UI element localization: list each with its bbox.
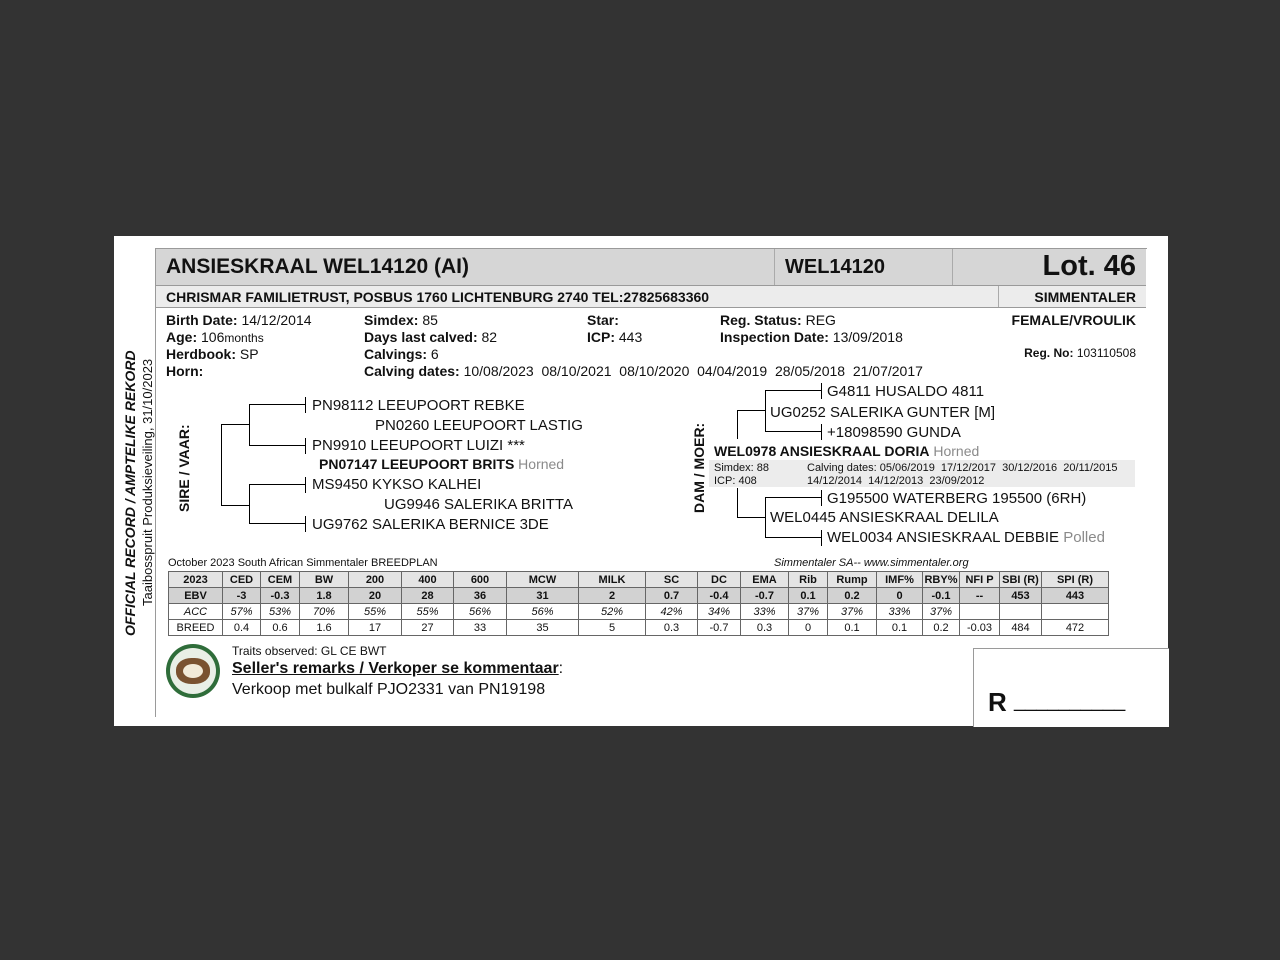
inspection-date: Inspection Date: 13/09/2018 <box>720 329 903 345</box>
ebv-cell: 0.7 <box>646 588 698 604</box>
dam-dam-dam: WEL0034 ANSIESKRAAL DEBBIE Polled <box>827 529 1105 546</box>
breed-row <box>169 620 1109 636</box>
ebv-cell: 0.3 <box>646 620 698 636</box>
ebv-cell: 37% <box>828 604 877 620</box>
tree-line <box>305 477 306 493</box>
sire: PN07147 LEEUPOORT BRITS Horned <box>319 456 565 472</box>
ebv-cell: Rump <box>828 572 877 588</box>
ebv-cell: 56% <box>454 604 507 620</box>
remarks: Verkoop met bulkalf PJO2331 van PN19198 <box>232 681 546 698</box>
tree-line <box>249 404 250 446</box>
ebv-cell: 36 <box>454 588 507 604</box>
tree-line <box>737 410 738 439</box>
icp: ICP: 443 <box>587 329 643 345</box>
tree-line <box>765 390 766 432</box>
ebv-cell: 55% <box>402 604 454 620</box>
ebv-cell: 35 <box>507 620 579 636</box>
age: Age: 106months <box>166 329 264 345</box>
ebv-cell: 472 <box>1042 620 1109 636</box>
reg-no: Reg. No: 103110508 <box>1024 346 1136 360</box>
ebv-cell: 1.6 <box>300 620 349 636</box>
traits-observed: Traits observed: GL CE BWT <box>232 644 387 658</box>
sire-label: SIRE / VAAR: <box>176 424 192 512</box>
ebv-cell: DC <box>698 572 741 588</box>
ebv-cell: 31 <box>507 588 579 604</box>
ebv-cell: 200 <box>349 572 402 588</box>
tree-line <box>737 410 765 411</box>
tree-line <box>765 497 766 538</box>
ebv-cell: -0.3 <box>261 588 300 604</box>
sire-sire-dam: PN0260 LEEUPOORT LASTIG <box>375 417 583 434</box>
ebv-cell: EBV <box>169 588 223 604</box>
ebv-cell: 484 <box>1000 620 1042 636</box>
dam-sire: UG0252 SALERIKA GUNTER [M] <box>770 404 996 421</box>
sire-sire-sire: PN98112 LEEUPOORT REBKE <box>312 397 525 414</box>
tree-line <box>821 530 822 546</box>
tree-line <box>305 516 306 532</box>
tree-line <box>305 397 306 413</box>
ebv-cell: 0.2 <box>923 620 960 636</box>
ebv-cell <box>960 604 1000 620</box>
ebv-cell: SPI (R) <box>1042 572 1109 588</box>
ebv-cell: 53% <box>261 604 300 620</box>
ebv-cell: -0.1 <box>923 588 960 604</box>
sire-sire: PN9910 LEEUPOORT LUIZI *** <box>312 437 525 454</box>
ebv-cell: EMA <box>741 572 789 588</box>
ebv-cell: 37% <box>789 604 828 620</box>
horn: Horn: <box>166 363 204 379</box>
tree-line <box>249 523 305 524</box>
ebv-header-row <box>169 572 1109 588</box>
ebv-cell: 70% <box>300 604 349 620</box>
tree-line <box>737 517 765 518</box>
ebv-cell: 0.4 <box>223 620 261 636</box>
ebv-cell: -0.4 <box>698 588 741 604</box>
ebv-cell: 17 <box>349 620 402 636</box>
birth-date: Birth Date: 14/12/2014 <box>166 312 312 328</box>
ebv-cell: 0.6 <box>261 620 300 636</box>
ebv-cell <box>1042 604 1109 620</box>
ebv-cell: 0.1 <box>828 620 877 636</box>
ebv-cell: 443 <box>1042 588 1109 604</box>
animal-name: ANSIESKRAAL WEL14120 (AI) <box>166 255 470 278</box>
ebv-cell: 34% <box>698 604 741 620</box>
ebv-cell <box>1000 604 1042 620</box>
ebv-cell: 1.8 <box>300 588 349 604</box>
dam-calving-dates: Calving dates: 05/06/2019 17/12/2017 30/12/2016 20/11/2015 <box>807 462 1118 474</box>
ebv-cell: 0 <box>789 620 828 636</box>
sire-dam-sire: MS9450 KYKSO KALHEI <box>312 476 482 493</box>
ebv-cell: 27 <box>402 620 454 636</box>
ebv-cell: BW <box>300 572 349 588</box>
calving-dates: Calving dates: 10/08/2023 08/10/2021 08/10/2020 04/04/2019 28/05/2018 21/07/2017 <box>364 363 923 379</box>
dam-simdex: Simdex: 88 <box>714 462 770 474</box>
ebv-cell: RBY% <box>924 573 958 586</box>
tree-line <box>249 484 305 485</box>
ebv-cell: ACC <box>169 604 223 620</box>
header-divider <box>952 249 953 285</box>
breedplan-title: October 2023 South African Simmentaler BREEDPLAN <box>168 557 438 569</box>
price-r: R <box>988 687 1007 717</box>
dam-dam-sire: G195500 WATERBERG 195500 (6RH) <box>827 490 1087 507</box>
lot-number: Lot. 46 <box>1042 250 1136 282</box>
ebv-cell: 33% <box>877 604 923 620</box>
dam-calving-dates-2: 14/12/2014 14/12/2013 23/09/2012 <box>807 475 985 487</box>
tree-line <box>765 390 821 391</box>
simmentaler-logo-icon <box>166 644 220 698</box>
tree-line <box>221 505 250 506</box>
tree-line <box>249 484 250 524</box>
ebv-cell: 56% <box>507 604 579 620</box>
ebv-cell: -- <box>960 588 1000 604</box>
ebv-cell: 0.1 <box>789 588 828 604</box>
ebv-cell: -0.7 <box>698 620 741 636</box>
ebv-cell: Rib <box>789 572 828 588</box>
ebv-cell: 0.2 <box>828 588 877 604</box>
breed-name: SIMMENTALER <box>1034 289 1136 305</box>
ebv-cell: BREED <box>169 620 223 636</box>
ebv-cell: 33 <box>454 620 507 636</box>
owner-divider <box>998 286 999 307</box>
acc-row <box>169 604 1109 620</box>
simdex: Simdex: 85 <box>364 312 438 328</box>
tree-line <box>821 490 822 506</box>
tree-line <box>821 383 822 399</box>
ebv-cell: MILK <box>579 572 646 588</box>
price-blank[interactable]: __________ <box>1014 690 1126 712</box>
ebv-cell: 5 <box>579 620 646 636</box>
ebv-cell: 55% <box>349 604 402 620</box>
calvings: Calvings: 6 <box>364 346 439 362</box>
ebv-cell: IMF% <box>877 572 923 588</box>
sire-dam-dam: UG9946 SALERIKA BRITTA <box>384 496 573 513</box>
tree-line <box>249 445 305 446</box>
ebv-cell: SBI (R) <box>1000 572 1042 588</box>
ebv-cell: 2 <box>579 588 646 604</box>
ebv-cell: NFI P <box>960 572 1000 588</box>
ebv-cell: 400 <box>402 572 454 588</box>
sire-dam: UG9762 SALERIKA BERNICE 3DE <box>312 516 549 533</box>
ebv-cell: 0.3 <box>741 620 789 636</box>
star: Star: <box>587 312 619 328</box>
ebv-cell: -0.7 <box>741 588 789 604</box>
ebv-cell: 57% <box>223 604 261 620</box>
ebv-cell: -0.03 <box>960 620 1000 636</box>
ebv-cell: 20 <box>349 588 402 604</box>
animal-id: WEL14120 <box>785 256 886 278</box>
dam-icp: ICP: 408 <box>714 475 757 487</box>
tree-line <box>249 404 305 405</box>
header-divider <box>774 249 775 285</box>
sex: FEMALE/VROULIK <box>1011 312 1136 328</box>
ebv-cell: CED <box>223 572 261 588</box>
dam-dam: WEL0445 ANSIESKRAAL DELILA <box>770 509 999 526</box>
ebv-cell: 33% <box>741 604 789 620</box>
ebv-cell: 0.1 <box>877 620 923 636</box>
ebv-cell: 2023 <box>169 572 223 588</box>
herdbook: Herdbook: SP <box>166 346 259 362</box>
tree-line <box>737 488 738 518</box>
tree-line <box>305 438 306 454</box>
reg-status: Reg. Status: REG <box>720 312 836 328</box>
tree-line <box>221 424 250 425</box>
ebv-cell: 0 <box>877 588 923 604</box>
ebv-cell: SC <box>646 572 698 588</box>
dam-sire-sire: G4811 HUSALDO 4811 <box>827 383 985 400</box>
ebv-cell: 42% <box>646 604 698 620</box>
breedplan-site: Simmentaler SA-- www.simmentaler.org <box>774 557 969 569</box>
dam-label: DAM / MOER: <box>691 422 707 513</box>
official-record-label: OFFICIAL RECORD / AMPTELIKE REKORD <box>122 350 138 636</box>
tree-line <box>821 424 822 440</box>
owner: CHRISMAR FAMILIETRUST, POSBUS 1760 LICHTENBURG 2740 TEL:27825683360 <box>166 289 710 305</box>
ebv-cell: 52% <box>579 604 646 620</box>
ebv-cell: 37% <box>923 604 960 620</box>
remarks-title: Seller's remarks / Verkoper se kommentaar: <box>232 660 564 677</box>
tree-line <box>765 537 821 538</box>
ebv-cell: MCW <box>507 572 579 588</box>
ebv-cell: 453 <box>1000 588 1042 604</box>
ebv-cell: -3 <box>223 588 261 604</box>
dam: WEL0978 ANSIESKRAAL DORIA Horned <box>714 443 980 459</box>
dam-sire-dam: +18098590 GUNDA <box>827 424 961 441</box>
ebv-cell: CEM <box>261 572 300 588</box>
sale-label: Taaibosspruit Produksieveiling, 31/10/2023 <box>140 358 155 606</box>
tree-line <box>765 497 821 498</box>
ebv-cell: 600 <box>454 572 507 588</box>
ebv-row <box>169 588 1109 604</box>
ebv-cell: 28 <box>402 588 454 604</box>
ebv-table <box>168 571 1109 636</box>
tree-line <box>765 431 821 432</box>
tree-line <box>221 424 222 506</box>
days-last-calved: Days last calved: 82 <box>364 329 498 345</box>
